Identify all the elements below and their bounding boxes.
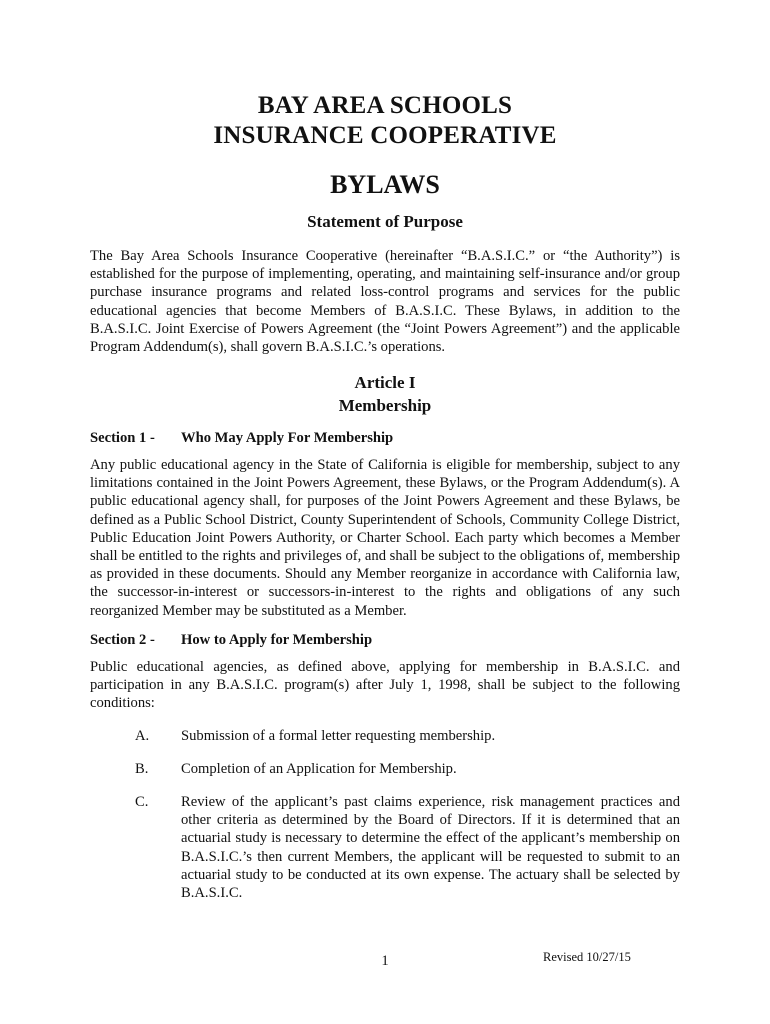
statement-of-purpose-heading: Statement of Purpose <box>307 212 463 231</box>
section-2-number: Section 2 - <box>90 632 155 648</box>
title-line-1: BAY AREA SCHOOLS <box>257 92 513 119</box>
page-number: 1 <box>381 953 389 969</box>
section-2-title: How to Apply for Membership <box>181 632 373 648</box>
title-line-2: INSURANCE COOPERATIVE <box>213 122 557 149</box>
section-1-text: Any public educational agency in the State of California is eligible for membership, subject to any limitations contained in the Joint Powers Agreement, these Bylaws, or the Program Addendum(s). A public educational agency shall, for purposes of the Joint Powers Agreement and these Bylaws, be defined as a Public School District, County Superintendent of Schools, Community College District, Public Education Joint Powers Authority, or Charter School. Each party which becomes a Member shall be entitled to the rights and privileges of, and shall be subject to the obligations of, membership as provided in these documents. Should any Member reorganize in accordance with California law, the successor-in-interest or successors-in-interest to the rights and obligations of any such reorganized Member may be substituted as a Member. <box>90 457 680 619</box>
article-number: Article I <box>354 373 416 392</box>
section-1-heading <box>90 430 393 447</box>
list-item-letter: B. <box>135 761 149 777</box>
section-2-heading <box>90 632 372 649</box>
list-item-text: Review of the applicant’s past claims experience, risk management practices and other criteria as determined by the Board of Directors. If it is determined that an actuarial study is necessary to determine the effect of the applicant’s membership on B.A.S.I.C.’s then current Members, the applicant will be requested to submit to an actuarial study to be conducted at its own expense. The actuary shall be selected by B.A.S.I.C. <box>181 794 680 902</box>
list-item-letter: A. <box>135 728 150 744</box>
list-item-text: Submission of a formal letter requesting membership. <box>181 728 496 744</box>
list-item-letter: C. <box>135 794 149 810</box>
section-1-number: Section 1 - <box>90 430 155 446</box>
statement-of-purpose-text: The Bay Area Schools Insurance Cooperative (hereinafter “B.A.S.I.C.” or “the Authority”) is established for the purpose of implementing, operating, and maintaining self-insurance and/or group purchase insurance programs and related loss-control programs and services for the public educational agencies that become Members of B.A.S.I.C. These Bylaws, in addition to the B.A.S.I.C. Joint Exercise of Powers Agreement (the “Joint Powers Agreement”) and the applicable Program Addendum(s), shall govern B.A.S.I.C.’s operations. <box>90 248 680 356</box>
document-type-heading: BYLAWS <box>330 170 440 199</box>
section-1-title: Who May Apply For Membership <box>181 430 394 446</box>
list-item-text: Completion of an Application for Membership. <box>181 761 457 777</box>
article-title: Membership <box>338 396 432 415</box>
section-2-text: Public educational agencies, as defined above, applying for membership in B.A.S.I.C. and participation in any B.A.S.I.C. program(s) after July 1, 1998, shall be subject to the following conditions: <box>90 659 680 712</box>
revised-date: Revised 10/27/15 <box>543 950 631 964</box>
